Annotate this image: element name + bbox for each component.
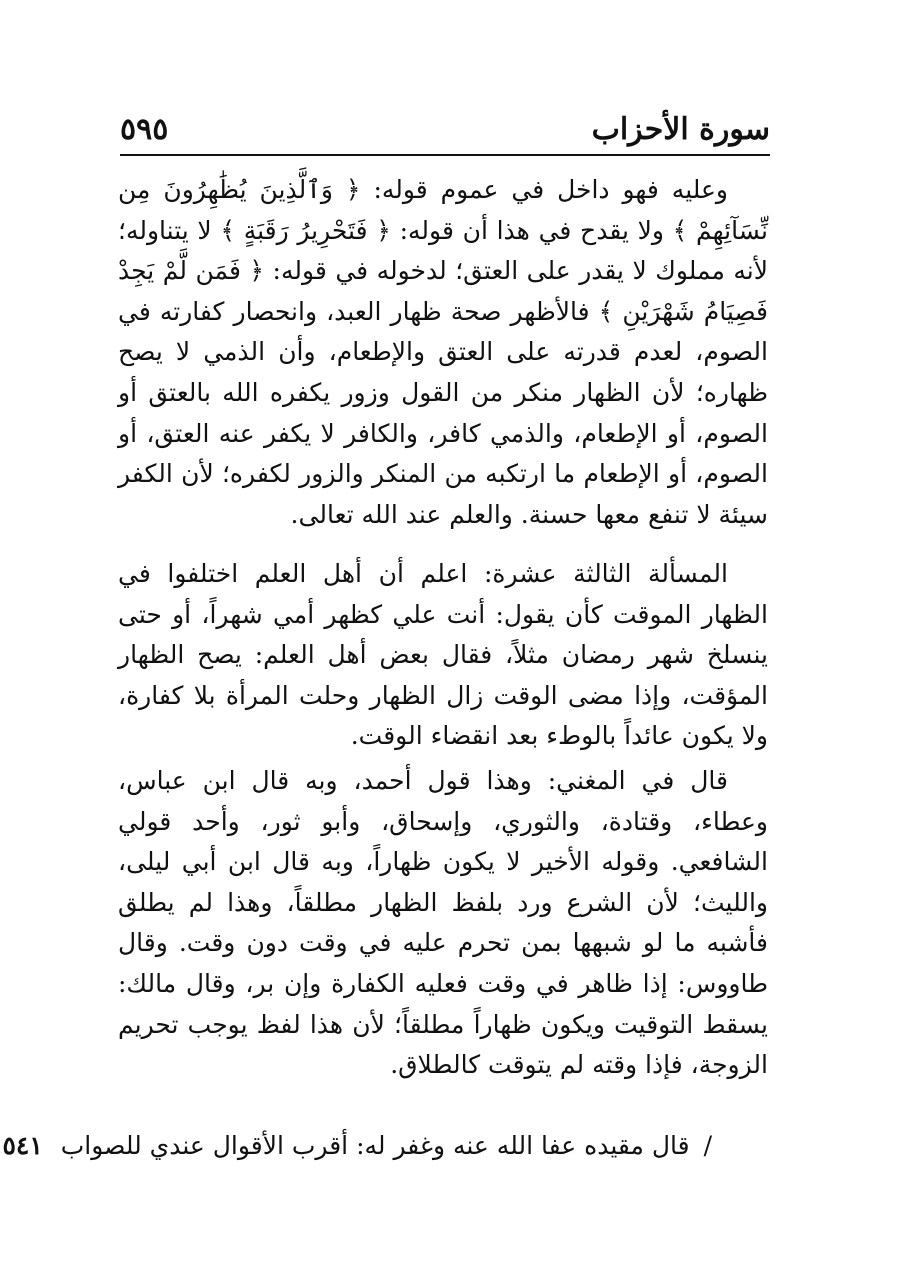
- page-footer: [2, 1128, 712, 1164]
- paragraph-1: وعليه فهو داخل في عموم قوله: ﴿ وَٱلَّذِينَ يُظَٰهِرُونَ مِن نِّسَآئِهِمْ ﴾ ولا يقدح في هذا أن قوله: ﴿ فَتَحْرِيرُ رَقَبَةٍ ﴾ لا يتناوله؛ لأنه مملوك لا يقدر على العتق؛ لدخوله في قوله: ﴿ فَمَن لَّمْ يَجِدْ فَصِيَامُ شَهْرَيْنِ ﴾ فالأظهر صحة ظهار العبد، وانحصار كفارته في الصوم، لعدم قدرته على العتق والإطعام، وأن الذمي لا يصح ظهاره؛ لأن الظهار منكر من القول وزور يكفره الله بالعتق أو الصوم، أو الإطعام، والذمي كافر، والكافر لا يكفر عنه العتق، أو الصوم، أو الإطعام ما ارتكبه من المنكر والزور لكفره؛ لأن الكفر سيئة لا تنفع معها حسنة. والعلم عند الله تعالى.: [118, 175, 769, 529]
- page-number: ٥٩٥: [120, 112, 169, 147]
- page-header: [120, 108, 770, 156]
- surah-title: سورة الأحزاب: [591, 112, 770, 147]
- paragraph-3: قال في المغني: وهذا قول أحمد، وبه قال ابن عباس، وعطاء، وقتادة، والثوري، وإسحاق، وأبو ثور، وأحد قولي الشافعي. وقوله الأخير لا يكون ظهاراً، وبه قال ابن أبي ليلى، والليث؛ لأن الشرع ورد بلفظ الظهار مطلقاً، وهذا لم يطلق فأشبه ما لو شبهها بمن تحرم عليه في وقت دون وقت. وقال طاووس: إذا ظاهر في وقت فعليه الكفارة وإن بر، وقال مالك: يسقط التوقيت ويكون ظهاراً مطلقاً؛ لأن هذا لفظ يوجب تحريم الزوجة، فإذا وقته لم يتوقت كالطلاق.: [118, 766, 768, 1080]
- margin-page-number: ٥٤١: [2, 1131, 43, 1160]
- footnote-marker: /: [703, 1131, 712, 1160]
- footer-text: قال مقيده عفا الله عنه وغفر له: أقرب الأقوال عندي للصواب: [60, 1131, 690, 1160]
- paragraph-2: المسألة الثالثة عشرة: اعلم أن أهل العلم اختلفوا في الظهار الموقت كأن يقول: أنت علي كظهر أمي شهراً، أو حتى ينسلخ شهر رمضان مثلاً، فقال بعض أهل العلم: يصح الظهار المؤقت، وإذا مضى الوقت زال الظهار وحلت المرأة بلا كفارة، ولا يكون عائداً بالوطء بعد انقضاء الوقت.: [118, 559, 768, 751]
- page-body: [118, 170, 768, 1161]
